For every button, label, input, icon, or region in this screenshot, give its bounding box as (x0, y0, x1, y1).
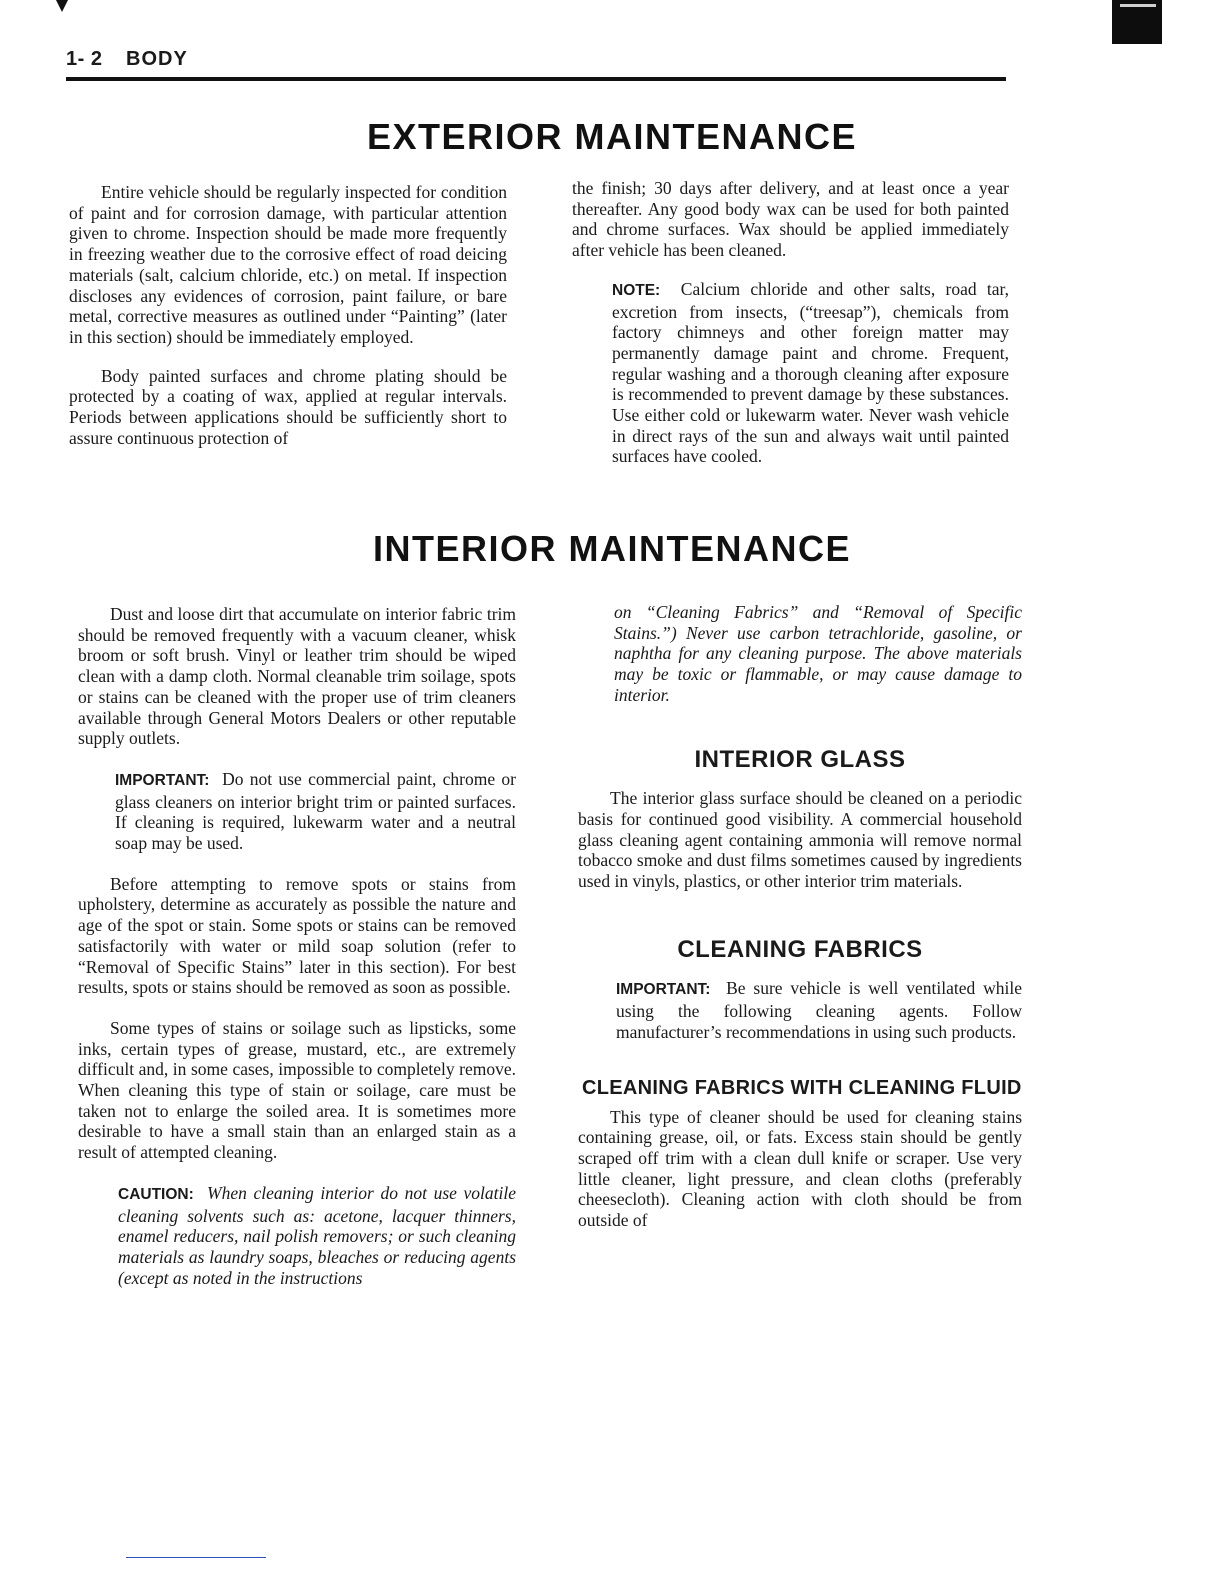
interior-glass-text: The interior glass surface should be cleaned on a periodic basis for continued good visibility. A commercial household glass cleaning agent containing ammonia will remove normal tobacco smoke and dust films sometimes caused by ingredients used in vinyls, plastics, or other interior trim materials. (578, 788, 1022, 892)
fabrics-important-label: IMPORTANT: (616, 981, 711, 999)
exterior-note (612, 279, 1009, 467)
cleaning-fluid-heading: CLEANING FABRICS WITH CLEANING FLUID (582, 1076, 1022, 1099)
important-text: Do not use commercial paint, chrome or glass cleaners on interior bright trim or painted surfaces. If cleaning is required, lukewarm water and a neutral soap may be used. (115, 768, 517, 854)
cleaning-fluid-text: This type of cleaner should be used for cleaning stains containing grease, oil, or fats. Excess stain should be gently scraped off trim with a clean dull knife or scraper. Use very little cleaner, light pressure, and clean cloths (preferably cheesecloth). Cleaning action with cloth should be from outside of (578, 1106, 1022, 1231)
interior-paragraph-3: Some types of stains or soilage such as lipsticks, some inks, certain types of grease, mustard, etc., are extremely difficult and, in some cases, impossible to completely remove. When cleaning this type of stain or soilage, care must be taken not to enlarge the soiled area. It is sometimes more desirable to have a small stain than an enlarged stain as a result of attempted cleaning. (78, 1017, 516, 1163)
interior-left-column (78, 604, 516, 1288)
caution-continued: on “Cleaning Fabrics” and “Removal of Specific Stains.”) Never use carbon tetrachloride, gasoline, or naphtha for any cleaning purpose. The above materials may be toxic or flammable, or may cause damage to interior. (614, 602, 1022, 705)
section-name: BODY (126, 48, 188, 70)
interior-caution (118, 1183, 516, 1289)
interior-paragraph-2: Before attempting to remove spots or stains from upholstery, determine as accurately as possible the nature and age of the spot or stain. Some spots or stains can be removed satisfactorily with water or mild soap solution (refer to “Removal of Specific Stains” later in this section). For best results, spots or stains should be removed as soon as possible. (78, 873, 516, 998)
header-rule (66, 77, 1006, 81)
exterior-paragraph-2: Body painted surfaces and chrome plating should be protected by a coating of wax, applied at regular intervals. Periods between applications should be sufficiently short to assure continuous protection of (69, 365, 507, 448)
fabrics-important (616, 978, 1022, 1042)
exterior-right-column (572, 178, 1009, 467)
interior-paragraph-1: Dust and loose dirt that accumulate on interior fabric trim should be removed frequently with a vacuum cleaner, whisk broom or soft brush. Vinyl or leather trim should be wiped clean with a damp cloth. Normal cleanable trim soilage, spots or stains can be cleaned with the proper use of trim cleaners available through General Motors Dealers or other reputable supply outlets. (78, 604, 516, 749)
interior-important (115, 769, 516, 854)
caution-text: When cleaning interior do not use volatile cleaning solvents such as: acetone, lacquer thinners, enamel reducers, nail polish removers; or such cleaning materials as laundry soaps, bleaches or reducing agents (except as noted in the instructions (118, 1182, 516, 1288)
section-tab-marker (1112, 0, 1162, 44)
footer-rule (126, 1557, 266, 1558)
exterior-title: EXTERIOR MAINTENANCE (366, 116, 858, 157)
important-label: IMPORTANT: (115, 771, 210, 789)
caution-label: CAUTION: (118, 1185, 194, 1203)
interior-glass-heading: INTERIOR GLASS (694, 745, 906, 773)
cleaning-fabrics-heading: CLEANING FABRICS (677, 935, 923, 963)
exterior-paragraph-1: Entire vehicle should be regularly inspected for condition of paint and for corrosion damage, with particular attention given to chrome. Inspection should be made more frequently in freezing weather due to the corrosive effect of road deicing materials (salt, calcium chloride, etc.) on metal. If inspection discloses any evidences of corrosion, paint failure, or bare metal, corrective measures as outlined under “Painting” (later in this section) should be immediately employed. (69, 182, 507, 347)
fabrics-important-text: Be sure vehicle is well ventilated while using the following cleaning agents. Follow manufacturer’s recommendations in using such products. (616, 978, 1022, 1042)
note-text: Calcium chloride and other salts, road tar, excretion from insects, (“treesap”), chemicals from factory chimneys and other foreign matter may permanently damage paint and chrome. Frequent, regular washing and a thorough cleaning after exposure is recommended to prevent damage by these substances. Use either cold or lukewarm water. Never wash vehicle in direct rays of the sun and always wait until painted surfaces have cooled. (612, 278, 1010, 467)
note-label: NOTE: (612, 281, 661, 299)
interior-title: INTERIOR MAINTENANCE (373, 528, 851, 569)
exterior-paragraph-3: the finish; 30 days after delivery, and at least once a year thereafter. Any good body wax can be used for both painted and chrome surfaces. Wax should be applied immediately after vehicle has been cleaned. (572, 178, 1009, 261)
exterior-left-column (69, 182, 507, 448)
page-number: 1- 2 (66, 48, 103, 70)
interior-right-column (578, 602, 1022, 1231)
corner-mark (56, 0, 68, 12)
